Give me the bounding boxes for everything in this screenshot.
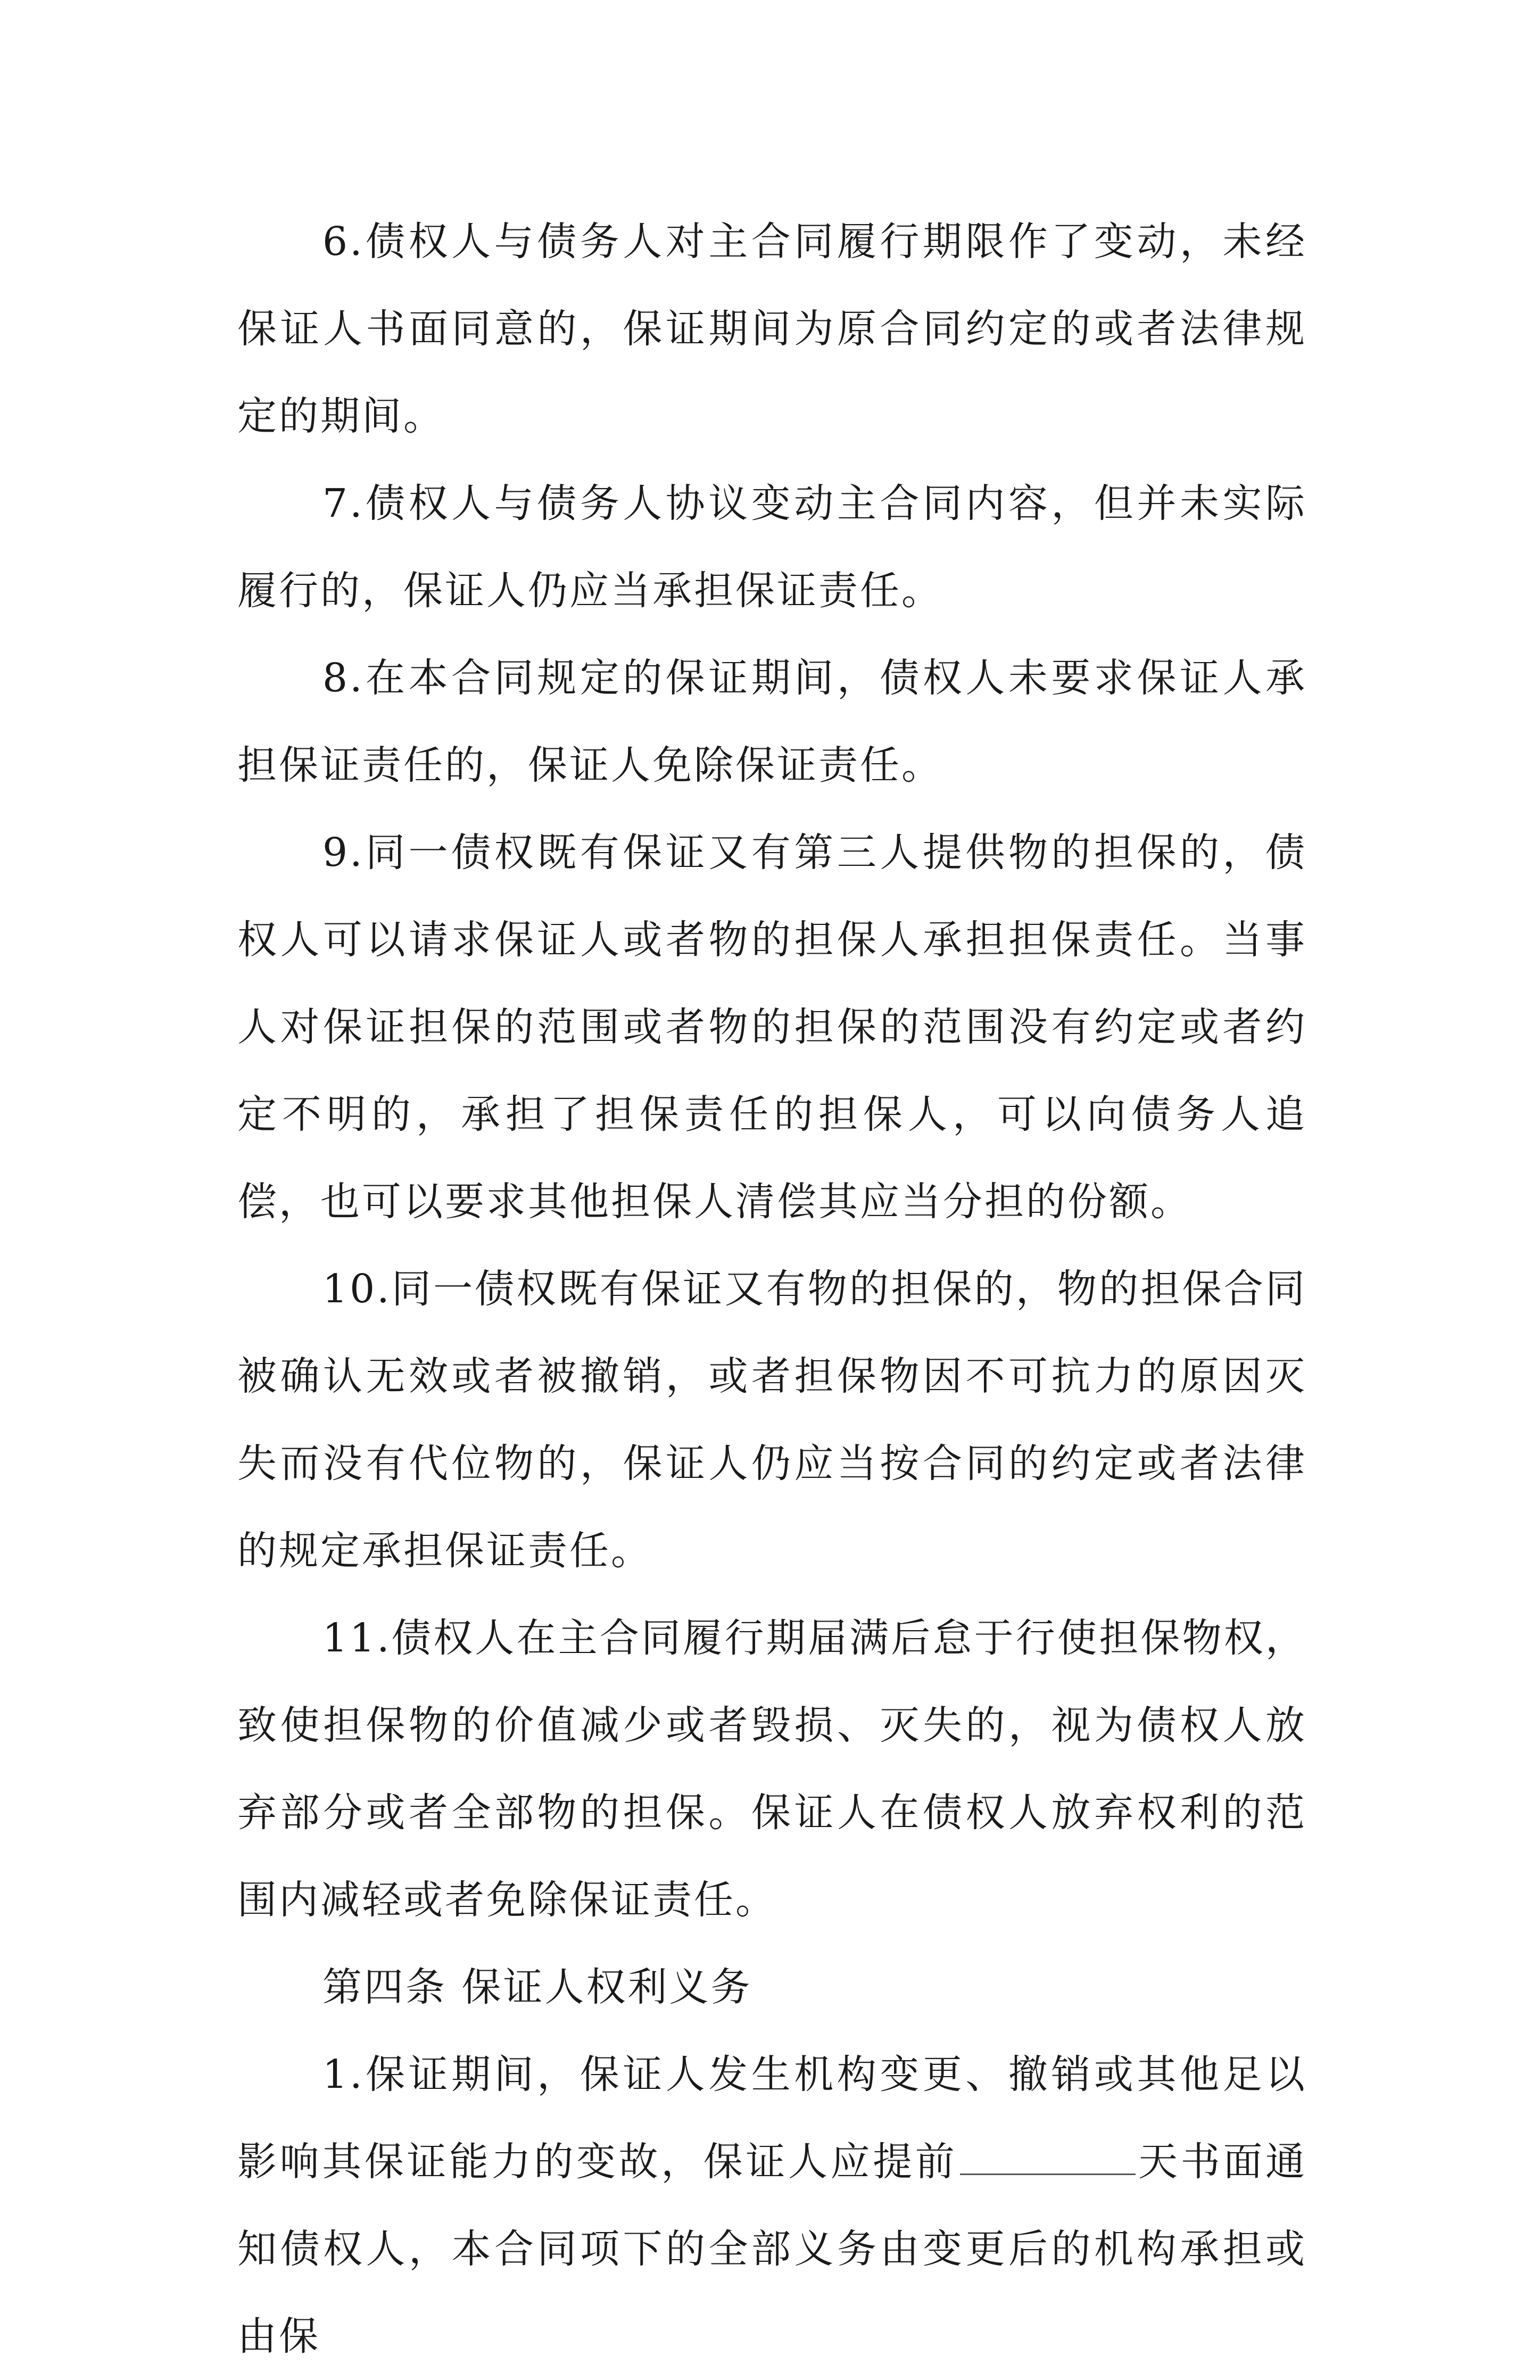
document-body [237,198,1307,2380]
clause-7: 7.债权人与债务人协议变动主合同内容，但并未实际履行的，保证人仍应当承担保证责任。 [237,481,1307,614]
article-4-heading: 第四条 保证人权利义务 [322,1964,752,2010]
article-4-item-1 [237,2031,1307,2380]
clause-8: 8.在本合同规定的保证期间，债权人未要求保证人承担保证责任的，保证人免除保证责任。 [237,655,1307,788]
fill-in-blank [960,2174,1136,2175]
item-1-text-before-blank: 1.保证期间，保证人发生机构变更、撤销或其他足以影响其保证能力的变故，保证人应提前 [237,2052,1307,2185]
clause-10: 10.同一债权既有保证又有物的担保的，物的担保合同被确认无效或者被撤销，或者担保物因不可抗力的原因灭失而没有代位物的，保证人仍应当按合同的约定或者法律的规定承担保证责任。 [237,1266,1307,1574]
clause-11: 11.债权人在主合同履行期届满后怠于行使担保物权，致使担保物的价值减少或者毁损、灭失的，视为债权人放弃部分或者全部物的担保。保证人在债权人放弃权利的范围内减轻或者免除保证责任。 [237,1615,1307,1923]
clause-6: 6.债权人与债务人对主合同履行期限作了变动，未经保证人书面同意的，保证期间为原合同约定的或者法律规定的期间。 [237,219,1307,439]
item-1-text-after-blank: 天书面通知债权人，本合同项下的全部义务由变更后的机构承担或由保 [237,2139,1307,2359]
clause-9: 9.同一债权既有保证又有第三人提供物的担保的，债权人可以请求保证人或者物的担保人承担担保责任。当事人对保证担保的范围或者物的担保的范围没有约定或者约定不明的，承担了担保责任的担保人，可以向债务人追偿，也可以要求其他担保人清偿其应当分担的份额。 [237,830,1307,1225]
